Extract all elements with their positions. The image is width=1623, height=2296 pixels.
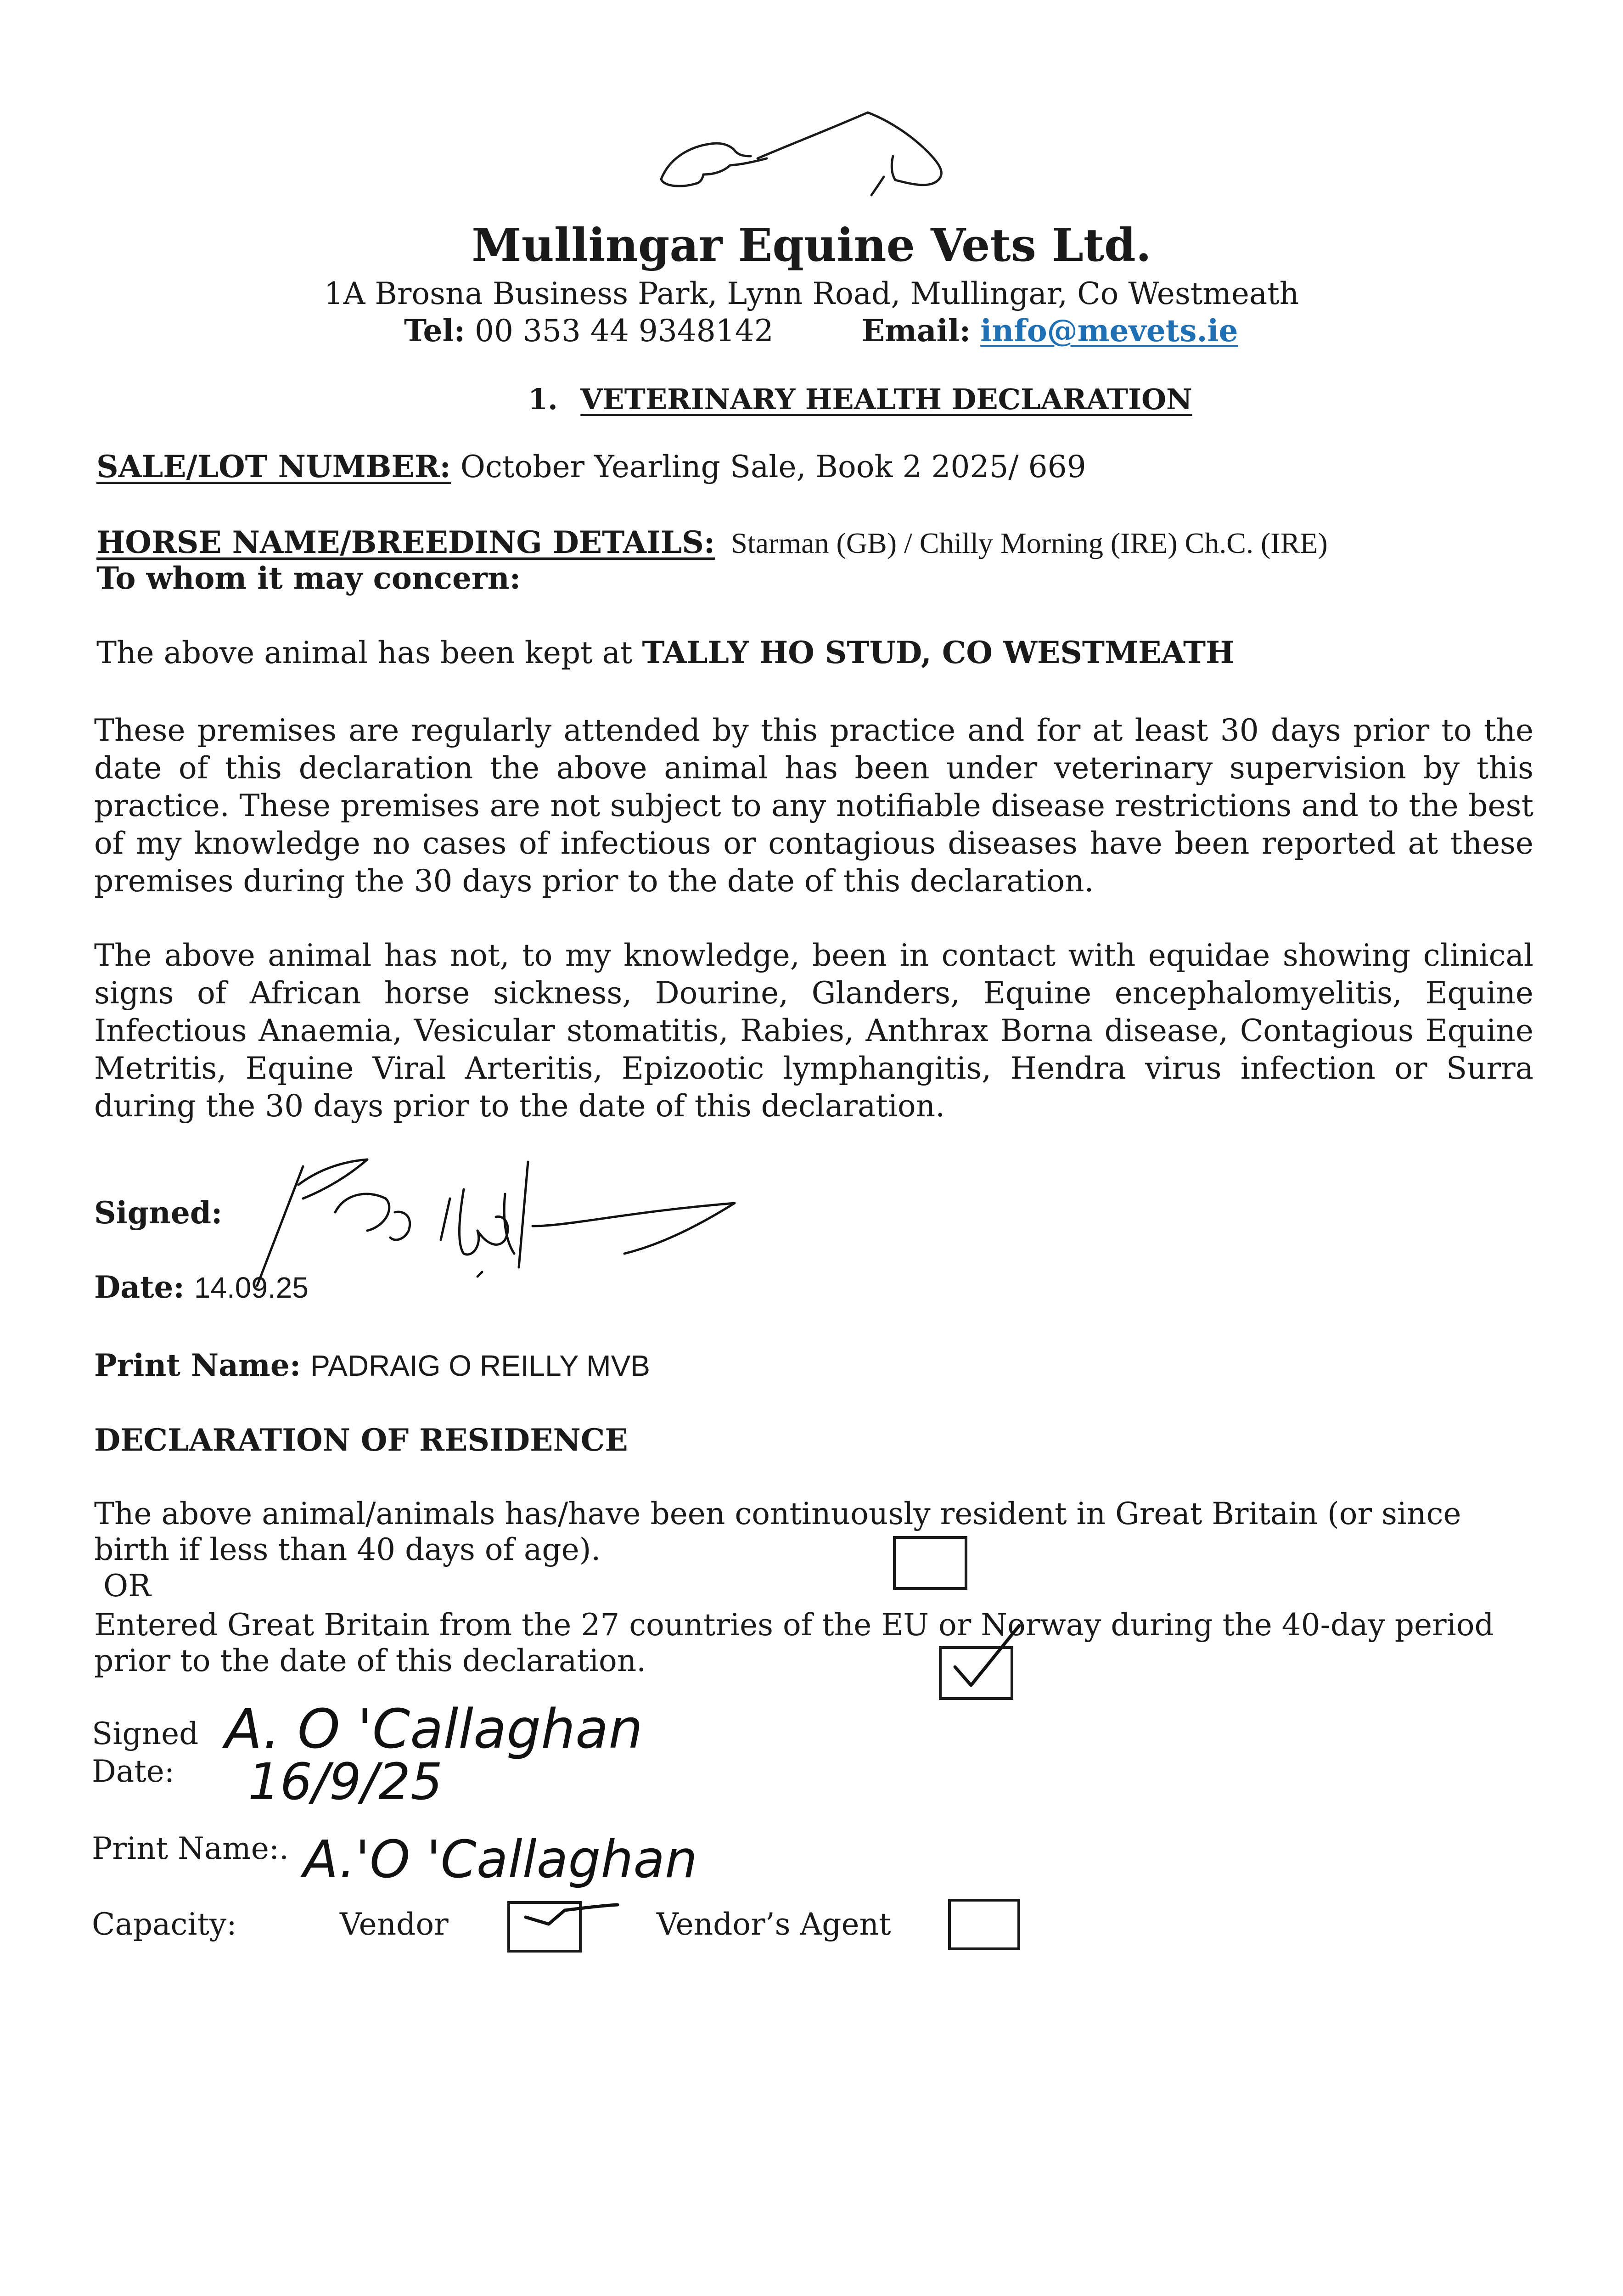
vet-signed-label: Signed:: [94, 1195, 223, 1231]
horse-logo: [652, 101, 955, 207]
vet-date-line: [94, 1268, 309, 1306]
vet-date-value: 14.09.25: [194, 1271, 309, 1304]
company-name: Mullingar Equine Vets Ltd.: [472, 219, 1151, 272]
vendor-signature: A. O 'Callaghan: [225, 1697, 643, 1761]
vendor-print-name-value: A.'O 'Callaghan: [303, 1830, 698, 1890]
residence-checkbox-2-tick: [937, 1616, 1038, 1694]
email-link[interactable]: info@mevets.ie: [980, 313, 1238, 349]
vet-print-name-label: Print Name:: [94, 1347, 301, 1383]
heading-title: VETERINARY HEALTH DECLARATION: [580, 383, 1192, 416]
residence-or: OR: [103, 1568, 151, 1604]
vendor-agent-checkbox[interactable]: [948, 1899, 1020, 1950]
vet-date-label: Date:: [94, 1269, 185, 1305]
kept-at-text: The above animal has been kept at: [96, 635, 633, 670]
vendor-date-label: Date:: [92, 1754, 175, 1789]
residence-title: DECLARATION OF RESIDENCE: [94, 1422, 628, 1458]
horse-line: [96, 523, 1328, 562]
contact-paragraph: The above animal has not, to my knowledge, been in contact with equidae showing clinical signs of African horse sickness, Dourine, Glanders, Equine encephalomyelitis, Equine Infectious Anaemia, Vesicular stomatitis, Rabies, Anthrax Borna disease, Contagious Equine Metritis, Equine Viral Arteritis, Epizootic lymphangitis, Hendra virus infection or Surra during the 30 days prior to the date of this declaration.: [94, 938, 1533, 1124]
residence-option-2: Entered Great Britain from the 27 countries of the EU or Norway during the 40-day period prior to the date of this declaration.: [94, 1607, 1494, 1678]
vet-print-name-value: PADRAIG O REILLY MVB: [310, 1349, 650, 1382]
kept-at-premises: TALLY HO STUD, CO WESTMEATH: [642, 635, 1235, 670]
email-label: Email:: [861, 313, 971, 349]
salutation: To whom it may concern:: [96, 560, 521, 596]
vendor-signed-label: Signed: [92, 1716, 199, 1751]
vendor-option-label: Vendor: [340, 1907, 449, 1942]
vendor-date-value: 16/9/25: [248, 1752, 443, 1811]
residence-checkbox-1[interactable]: [893, 1536, 967, 1590]
vet-print-name-line: [94, 1346, 650, 1384]
horse-label: HORSE NAME/BREEDING DETAILS:: [96, 524, 715, 560]
tel-value: 00 353 44 9348142: [474, 313, 774, 349]
contact-line: [404, 312, 1238, 349]
tel-label: Tel:: [404, 313, 465, 349]
capacity-label: Capacity:: [92, 1907, 237, 1942]
heading-number: 1.: [528, 383, 558, 416]
horse-value: Starman (GB) / Chilly Morning (IRE) Ch.C. (IRE): [731, 527, 1328, 559]
vendor-agent-option-label: Vendor’s Agent: [657, 1907, 891, 1942]
supervision-paragraph: These premises are regularly attended by this practice and for at least 30 days prior to the date of this declaration the above animal has been under veterinary supervision by this practice. These premises are not subject to any notifiable disease restrictions and to the best of my knowledge no cases of infectious or contagious diseases have been reported at these premises during the 30 days prior to the date of this declaration.: [94, 713, 1533, 899]
sale-lot-line: [96, 448, 1086, 486]
vendor-print-name-label: Print Name:.: [92, 1831, 289, 1866]
kept-at-line: [96, 634, 1234, 672]
declaration-heading: [528, 381, 1192, 418]
vendor-checkbox-tick: [514, 1892, 624, 1942]
company-address: 1A Brosna Business Park, Lynn Road, Mullingar, Co Westmeath: [324, 276, 1299, 311]
vet-signature: [248, 1134, 753, 1300]
sale-lot-value: October Yearling Sale, Book 2 2025/ 669: [460, 449, 1086, 484]
residence-option-1: The above animal/animals has/have been continuously resident in Great Britain (or since birth if less than 40 days of age).: [94, 1496, 1461, 1567]
sale-lot-label: SALE/LOT NUMBER:: [96, 449, 451, 484]
